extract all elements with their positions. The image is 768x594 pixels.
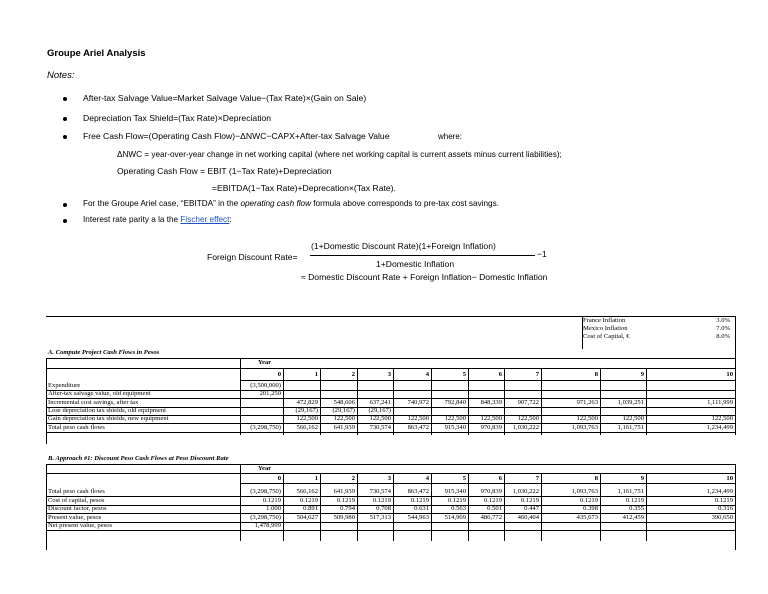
grid-line <box>283 368 284 435</box>
notes-label: Notes: <box>47 70 75 81</box>
grid-line <box>646 368 647 435</box>
year-header: 4 <box>425 371 429 378</box>
value-cell: 412,459 <box>622 513 644 521</box>
value-cell: 792,840 <box>444 398 466 406</box>
year-header: 4 <box>425 475 429 482</box>
value-cell: 641,939 <box>333 488 355 495</box>
assumption-label: Cost of Capital, € <box>583 333 630 340</box>
value-cell: 1,234,499 <box>706 423 733 431</box>
value-cell: (3,298,750) <box>250 423 281 431</box>
grid-line <box>46 432 735 433</box>
value-cell: 122,500 <box>296 415 318 423</box>
value-cell: 0.355 <box>629 505 644 513</box>
value-cell: 486,772 <box>480 513 502 521</box>
value-cell: 1,234,499 <box>706 488 733 495</box>
value-cell: 740,972 <box>407 398 429 406</box>
value-cell: 122,500 <box>480 415 502 423</box>
year-header: 6 <box>498 475 502 482</box>
ebitda-note-end: formula above corresponds to pre-tax cost savings. <box>313 199 499 208</box>
value-cell: 122,500 <box>369 415 391 423</box>
row-label: Gain depreciation tax shields, new equipment <box>48 415 169 423</box>
value-cell: 122,500 <box>711 415 733 423</box>
value-cell: 0.708 <box>376 505 391 513</box>
grid-line <box>240 380 735 381</box>
grid-line <box>240 358 241 435</box>
value-cell: 0.1219 <box>447 496 466 504</box>
grid-line <box>431 368 432 435</box>
value-cell: 637,241 <box>369 398 391 406</box>
fdr-numerator: (1+Domestic Discount Rate)(1+Foreign Inflation) <box>311 241 496 251</box>
grid-line <box>283 473 284 541</box>
value-cell: 970,839 <box>480 488 502 495</box>
value-cell: 0.1219 <box>714 496 733 504</box>
value-cell: (29,167) <box>332 406 355 414</box>
fdr-minus-one: −1 <box>537 249 547 259</box>
year-header: 7 <box>535 475 539 482</box>
grid-line <box>46 358 47 444</box>
value-cell: 0.631 <box>414 505 429 513</box>
value-cell: 971,263 <box>576 398 598 406</box>
parity-note-text: Interest rate parity a la the <box>83 215 179 224</box>
grid-line <box>320 473 321 541</box>
grid-line <box>504 368 505 435</box>
ocf-formula-2: =EBITDA(1−Tax Rate)+Deprecation×(Tax Rate). <box>212 183 396 193</box>
year-header: 3 <box>387 475 391 482</box>
tax-shield-formula: Depreciation Tax Shield=(Tax Rate)×Depreciation <box>83 113 272 123</box>
row-label: Total peso cash flows <box>48 423 105 431</box>
year-header: 5 <box>462 475 466 482</box>
value-cell: 970,839 <box>480 423 502 431</box>
bullet-dot <box>63 135 67 139</box>
fischer-effect-link[interactable]: Fischer effect <box>180 215 230 224</box>
value-cell: 122,500 <box>407 415 429 423</box>
year-label: Year <box>258 465 272 472</box>
year-header: 9 <box>640 475 644 482</box>
ebitda-note-italic: operating cash flow <box>240 199 311 208</box>
section-b-title: B. Approach #1: Discount Peso Cash Flows at Peso Discount Rate <box>48 455 229 462</box>
value-cell: (3,298,750) <box>250 513 281 521</box>
grid-line <box>600 473 601 541</box>
grid-line <box>46 368 735 369</box>
year-header: 2 <box>351 371 355 378</box>
value-cell: 0.1219 <box>483 496 502 504</box>
grid-line <box>468 473 469 541</box>
value-cell: 201,250 <box>259 390 281 398</box>
grid-line <box>46 316 735 317</box>
assumption-value: 7.0% <box>716 325 730 332</box>
value-cell: 1,161,751 <box>617 488 644 495</box>
fraction-bar <box>310 255 535 256</box>
value-cell: 0.501 <box>487 505 502 513</box>
fdr-denominator: 1+Domestic Inflation <box>376 259 455 269</box>
row-label: Discount factor, pesos <box>48 505 107 513</box>
bullet-dot <box>63 117 67 121</box>
section-a-title: A. Compute Project Cash Flows in Pesos <box>48 349 160 356</box>
row-label: Expenditure <box>48 382 81 389</box>
assumption-label: Mexico Inflation <box>583 325 628 332</box>
fdr-label: Foreign Discount Rate= <box>207 252 298 262</box>
year-label: Year <box>258 359 272 366</box>
value-cell: 0.1219 <box>372 496 391 504</box>
grid-line <box>320 368 321 435</box>
value-cell: 730,574 <box>369 423 391 431</box>
bullet-dot <box>63 203 67 207</box>
year-header: 10 <box>726 475 733 482</box>
assumption-value: 3.0% <box>716 317 730 324</box>
grid-line <box>735 473 736 541</box>
year-header: 1 <box>314 475 318 482</box>
year-header: 5 <box>462 371 466 378</box>
value-cell: 122,500 <box>333 415 355 423</box>
grid-line <box>582 316 583 349</box>
value-cell: 517,313 <box>369 513 391 521</box>
row-label: Incremental cost savings, after tax <box>48 398 139 406</box>
grid-line <box>541 473 542 541</box>
grid-line <box>357 473 358 541</box>
value-cell: 548,606 <box>333 398 355 406</box>
document-title: Groupe Ariel Analysis <box>47 48 146 59</box>
row-label: After-tax salvage value, old equipment <box>48 390 151 398</box>
ebitda-note <box>83 199 499 208</box>
year-header: 7 <box>535 371 539 378</box>
value-cell: 1,111,999 <box>707 398 733 406</box>
value-cell: 0.1219 <box>336 496 355 504</box>
grid-line <box>46 464 735 465</box>
value-cell: 0.1219 <box>299 496 318 504</box>
grid-line <box>541 368 542 435</box>
year-header: 2 <box>351 475 355 482</box>
value-cell: 641,939 <box>333 423 355 431</box>
value-cell: (29,167) <box>368 406 391 414</box>
year-header: 9 <box>640 371 644 378</box>
value-cell: 848,339 <box>480 398 502 406</box>
year-header: 8 <box>594 475 598 482</box>
row-label: Total peso cash flows <box>48 488 105 495</box>
year-header: 3 <box>387 371 391 378</box>
assumption-label: France Inflation <box>583 317 626 324</box>
year-header: 0 <box>277 475 281 482</box>
value-cell: 460,404 <box>517 513 539 521</box>
grid-line <box>431 473 432 541</box>
value-cell: 1,161,751 <box>617 423 644 431</box>
value-cell: 566,162 <box>296 488 318 495</box>
value-cell: 122,500 <box>576 415 598 423</box>
value-cell: 915,340 <box>444 423 466 431</box>
value-cell: 0.891 <box>303 505 318 513</box>
value-cell: (3,298,750) <box>250 488 281 495</box>
value-cell: (29,167) <box>295 406 318 414</box>
value-cell: 504,627 <box>296 513 318 521</box>
grid-line <box>46 473 735 474</box>
grid-line <box>46 358 735 359</box>
value-cell: 1,093,763 <box>571 488 598 495</box>
parity-note-colon: : <box>229 215 232 224</box>
value-cell: 472,829 <box>296 398 318 406</box>
grid-line <box>393 473 394 541</box>
value-cell: 0.1219 <box>262 496 281 504</box>
value-cell: 0.1219 <box>410 496 429 504</box>
fcf-formula: Free Cash Flow=(Operating Cash Flow)−ΔNWC−CAPX+After-tax Salvage Value <box>83 131 390 141</box>
year-header: 8 <box>594 371 598 378</box>
ocf-formula-1: Operating Cash Flow = EBIT (1−Tax Rate)+Depreciation <box>117 166 332 176</box>
value-cell: 435,673 <box>576 513 598 521</box>
value-cell: 566,162 <box>296 423 318 431</box>
assumption-value: 8.0% <box>716 333 730 340</box>
value-cell: 0.563 <box>451 505 466 513</box>
grid-line <box>646 473 647 541</box>
grid-line <box>46 522 735 523</box>
value-cell: 122,500 <box>444 415 466 423</box>
grid-line <box>240 483 735 484</box>
grid-line <box>735 368 736 435</box>
value-cell: 1,030,222 <box>512 423 539 431</box>
value-cell: 509,980 <box>333 513 355 521</box>
value-cell: 0.794 <box>340 505 355 513</box>
value-cell: 1,093,763 <box>571 423 598 431</box>
anwc-definition: ΔNWC = year-over-year change in net working capital (where net working capital is current assets minus current liabilities); <box>117 150 562 159</box>
value-cell: 0.1219 <box>579 496 598 504</box>
row-label: Net present value, pesos <box>48 522 113 530</box>
grid-line <box>357 368 358 435</box>
value-cell: 0.316 <box>718 505 733 513</box>
where-label: where: <box>438 132 463 141</box>
value-cell: 1,030,222 <box>512 488 539 495</box>
value-cell: 1,039,251 <box>617 398 644 406</box>
grid-line <box>600 368 601 435</box>
approx-formula: ≈ Domestic Discount Rate + Foreign Inflation− Domestic Inflation <box>301 272 548 282</box>
grid-line <box>46 464 47 550</box>
value-cell: 544,963 <box>407 513 429 521</box>
year-header: 1 <box>314 371 318 378</box>
value-cell: 863,472 <box>407 488 429 495</box>
year-header: 6 <box>498 371 502 378</box>
value-cell: 0.1219 <box>520 496 539 504</box>
value-cell: 730,574 <box>369 488 391 495</box>
parity-note <box>83 215 232 224</box>
year-header: 0 <box>277 371 281 378</box>
value-cell: 122,500 <box>622 415 644 423</box>
value-cell: 390,650 <box>711 513 733 521</box>
bullet-dot <box>63 97 67 101</box>
grid-line <box>504 473 505 541</box>
grid-line <box>240 464 241 541</box>
row-label: Present value, pesos <box>48 513 102 521</box>
value-cell: 514,909 <box>444 513 466 521</box>
grid-line <box>468 368 469 435</box>
bullet-dot <box>63 219 67 223</box>
row-label: Lose depreciation tax shields, old equipment <box>48 406 166 414</box>
value-cell: 0.447 <box>524 505 539 513</box>
value-cell: 0.398 <box>583 505 598 513</box>
value-cell: 0.1219 <box>625 496 644 504</box>
year-header: 10 <box>726 371 733 378</box>
salvage-formula: After-tax Salvage Value=Market Salvage Value−(Tax Rate)×(Gain on Sale) <box>83 93 367 103</box>
grid-line <box>393 368 394 435</box>
value-cell: 122,500 <box>517 415 539 423</box>
grid-line <box>46 530 735 531</box>
value-cell: 1.000 <box>266 505 281 513</box>
value-cell: 915,340 <box>444 488 466 495</box>
value-cell: 1,478,999 <box>254 522 281 530</box>
ebitda-note-start: For the Groupe Ariel case, “EBITDA” in the <box>83 199 239 208</box>
row-label: Cost of capital, pesos <box>48 496 105 504</box>
value-cell: (3,500,000) <box>250 382 281 389</box>
value-cell: 907,722 <box>517 398 539 406</box>
value-cell: 863,472 <box>407 423 429 431</box>
